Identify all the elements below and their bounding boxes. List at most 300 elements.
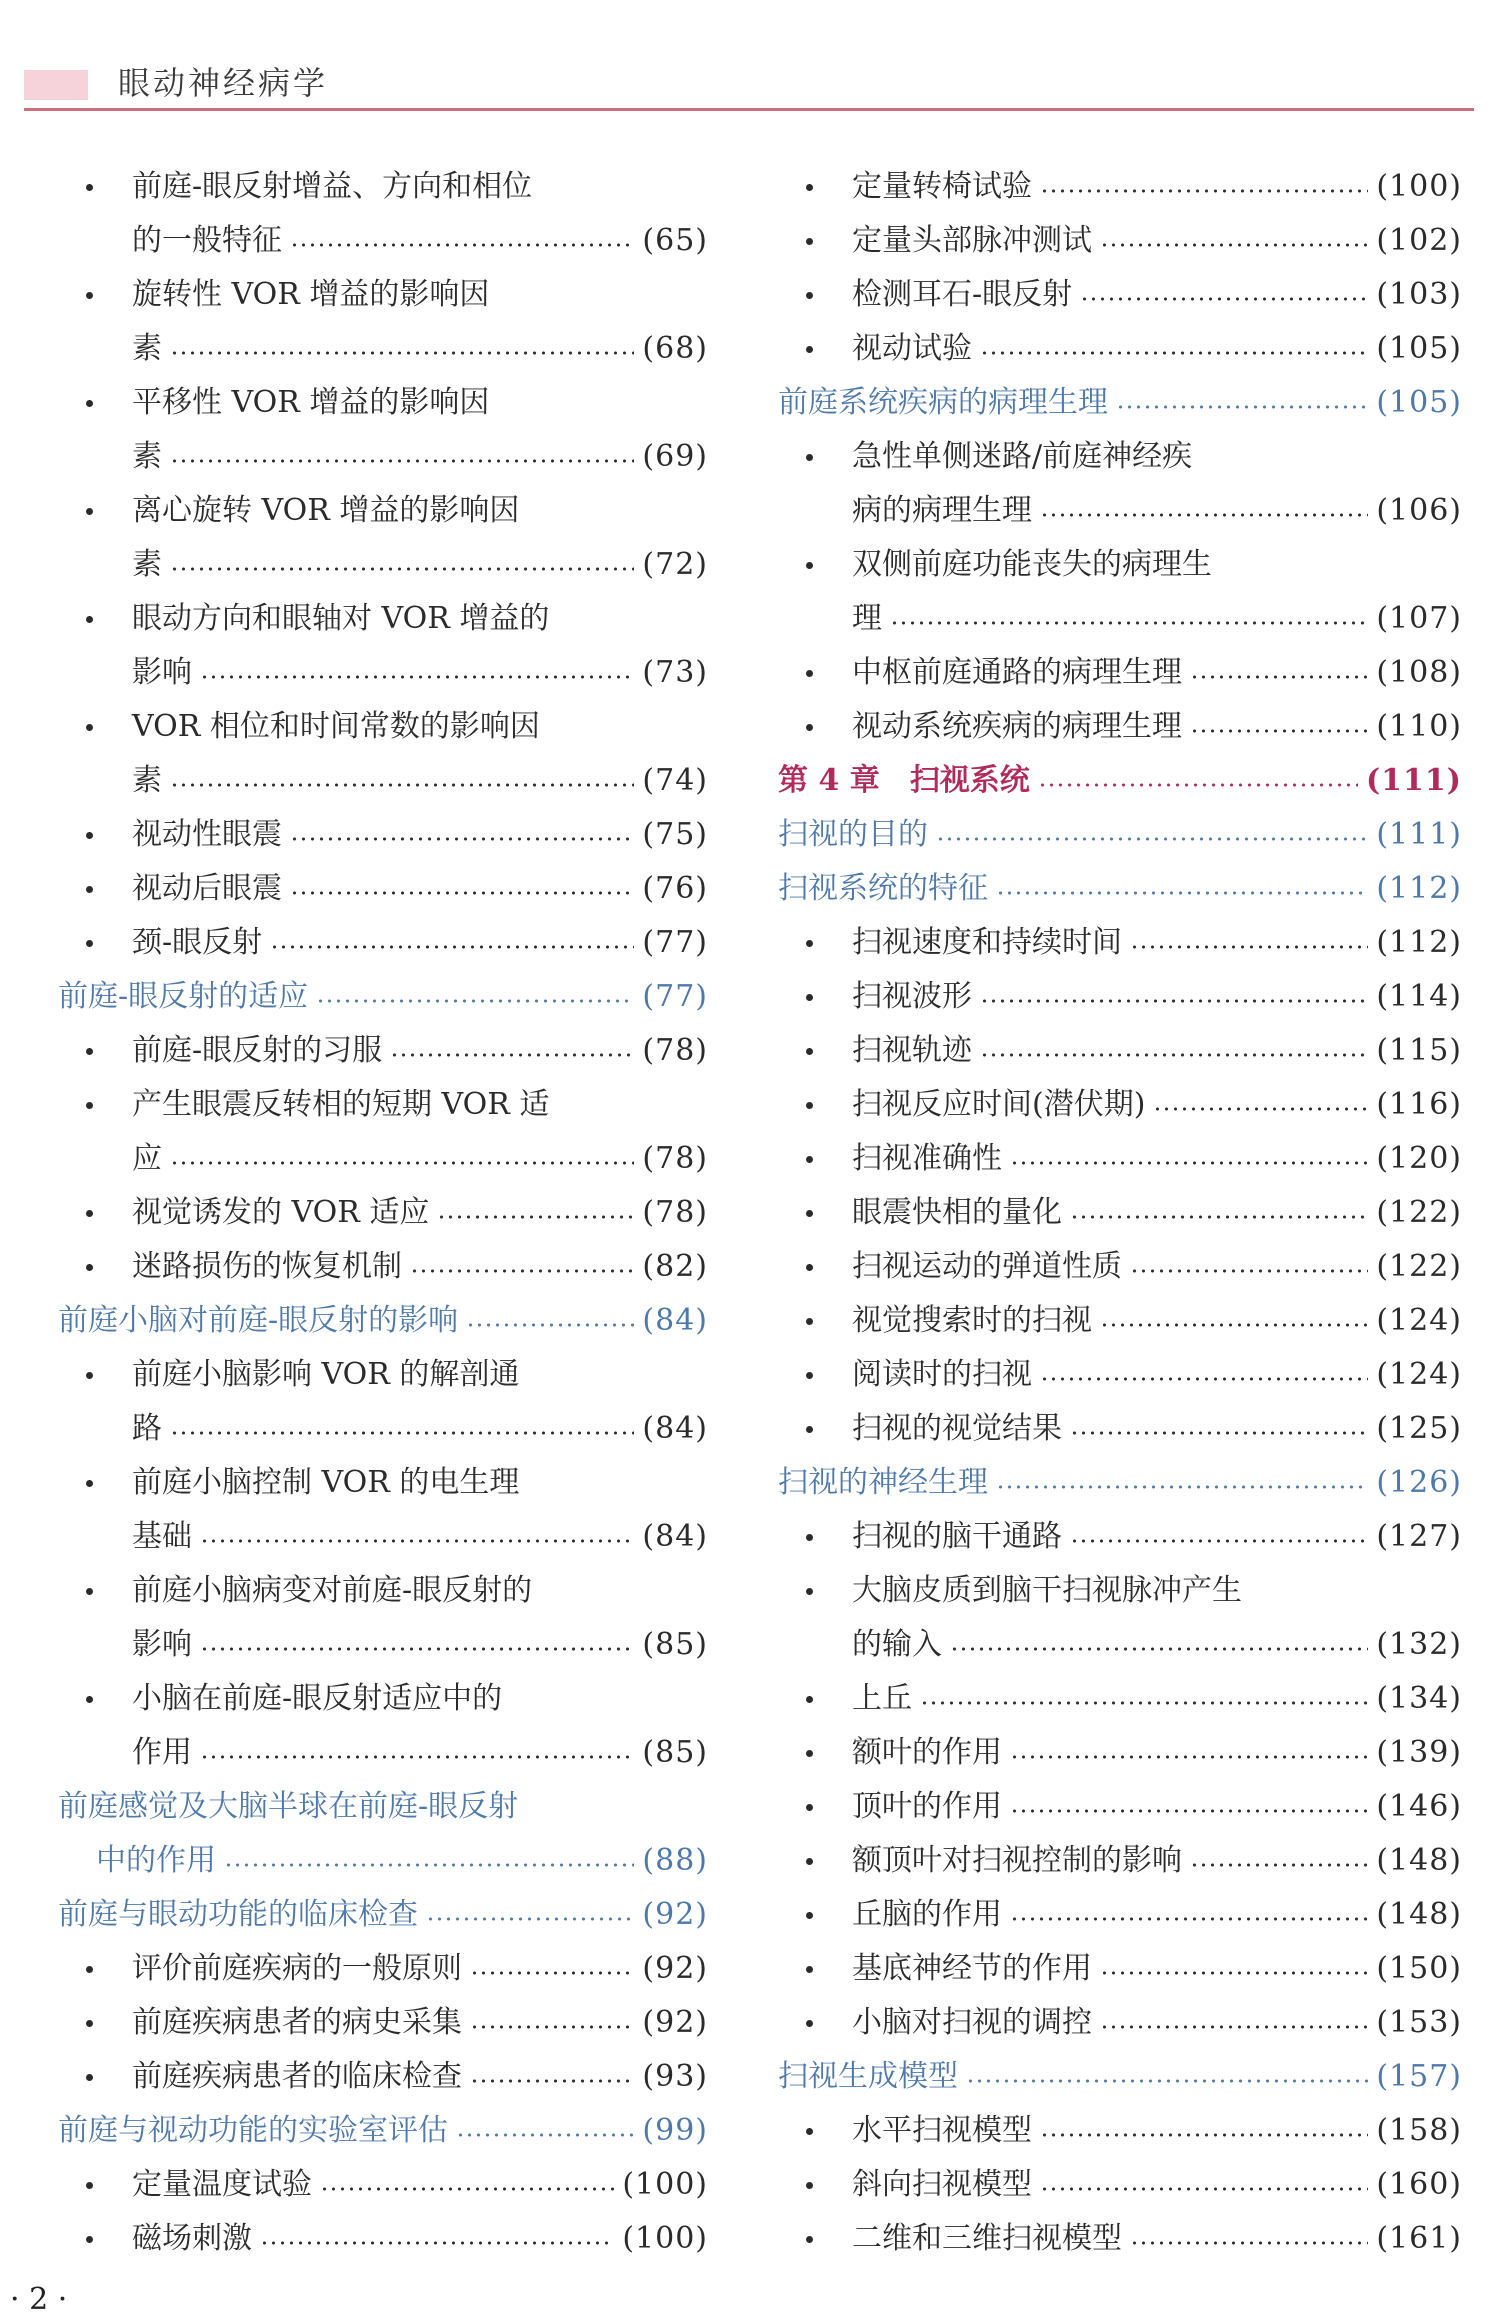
toc-page-number: (76) [642,871,708,906]
bullet-icon [806,1264,813,1271]
leader-dots [1040,189,1368,193]
toc-row [110,1348,708,1402]
leader-dots [170,351,634,355]
bullet-icon [86,1210,93,1217]
toc-entry-title: 中的作用 [96,1843,216,1878]
toc-row [132,1510,708,1564]
toc-entry-title: 扫视的视觉结果 [852,1411,1062,1446]
bullet-icon [86,2236,93,2243]
toc-entry-title: 病的病理生理 [852,493,1032,528]
bullet-icon [86,1048,93,1055]
toc-page-number: (122) [1376,1249,1462,1284]
toc-entry-title: 小脑对扫视的调控 [852,2005,1092,2040]
toc-entry-title: 视觉诱发的 VOR 适应 [132,1195,430,1230]
toc-row [132,1132,708,1186]
toc-row [830,2104,1462,2158]
toc-section-entry [58,1834,708,1888]
toc-entry-title: 扫视速度和持续时间 [852,925,1122,960]
book-title: 眼动神经病学 [118,64,329,102]
bullet-icon [806,2236,813,2243]
toc-page-number: (110) [1376,709,1462,744]
toc-subsection-entry [778,1834,1462,1888]
leader-dots [996,891,1368,895]
toc-row [852,484,1462,538]
toc-entry-title: 扫视生成模型 [778,2059,958,2094]
toc-subsection-entry [58,646,708,700]
toc-entry-title: 扫视准确性 [852,1141,1002,1176]
toc-page-number: (72) [642,547,708,582]
toc-entry-title: 视动性眼震 [132,817,282,852]
toc-section-entry [778,2050,1462,2104]
toc-page-number: (115) [1376,1033,1462,1068]
toc-entry-title: 平移性 VOR 增益的影响因 [132,385,490,420]
toc-entry-title: 二维和三维扫视模型 [852,2221,1122,2256]
leader-dots [1130,2241,1368,2245]
toc-entry-title: 中枢前庭通路的病理生理 [852,655,1182,690]
toc-section-entry [778,862,1462,916]
toc-entry-title: 前庭疾病患者的病史采集 [132,2005,462,2040]
toc-entry-title: 迷路损伤的恢复机制 [132,1249,402,1284]
toc-entry-title: 双侧前庭功能丧失的病理生 [852,547,1212,582]
toc-entry-title: 大脑皮质到脑干扫视脉冲产生 [852,1573,1242,1608]
leader-dots [1100,1971,1368,1975]
toc-subsection-entry [58,268,708,322]
bullet-icon [86,616,93,623]
toc-entry-title: 颈-眼反射 [132,925,263,960]
toc-row [830,1726,1462,1780]
toc-page-number: (116) [1376,1087,1462,1122]
toc-subsection-entry [58,1456,708,1510]
toc-subsection-entry [58,2212,708,2266]
toc-entry-title: 前庭-眼反射的适应 [58,979,309,1014]
toc-row [830,1942,1462,1996]
leader-dots [1040,2133,1368,2137]
toc-page-number: (125) [1376,1411,1462,1446]
toc-entry-title: 扫视的脑干通路 [852,1519,1062,1554]
leader-dots [936,837,1368,841]
toc-row [110,160,708,214]
toc-subsection-entry [778,1348,1462,1402]
toc-page-number: (122) [1376,1195,1462,1230]
leader-dots [456,2133,634,2137]
toc-page-number: (92) [642,2005,708,2040]
toc-subsection-entry [778,1132,1462,1186]
bullet-icon [806,292,813,299]
toc-page-number: (100) [622,2167,708,2202]
toc-subsection-entry [778,1024,1462,1078]
bullet-icon [806,1804,813,1811]
toc-entry-title: 的输入 [852,1627,942,1662]
toc-row [830,916,1462,970]
toc-page-number: (148) [1376,1897,1462,1932]
toc-row [830,160,1462,214]
bullet-icon [806,1588,813,1595]
toc-row [110,592,708,646]
toc-entry-title: 作用 [132,1735,192,1770]
leader-dots [980,351,1368,355]
bullet-icon [806,1372,813,1379]
toc-subsection-entry [58,2050,708,2104]
toc-row [110,484,708,538]
toc-row [830,970,1462,1024]
toc-subsection-entry [58,1618,708,1672]
toc-entry-title: 前庭疾病患者的临床检查 [132,2059,462,2094]
toc-row [58,1780,708,1834]
toc-entry-title: 理 [852,601,882,636]
toc-entry-title: 路 [132,1411,162,1446]
toc-page-number: (100) [1376,169,1462,204]
toc-page-number: (124) [1376,1357,1462,1392]
toc-page-number: (82) [642,1249,708,1284]
header-rule [24,108,1474,111]
toc-entry-title: 影响 [132,655,192,690]
leader-dots [466,1323,634,1327]
toc-page-number: (124) [1376,1303,1462,1338]
toc-page-number: (120) [1376,1141,1462,1176]
toc-row [110,1078,708,1132]
toc-subsection-entry [58,916,708,970]
bullet-icon [806,940,813,947]
leader-dots [950,1647,1368,1651]
toc-row [132,538,708,592]
toc-entry-title: 视动试验 [852,331,972,366]
toc-subsection-entry [778,1294,1462,1348]
toc-row [852,592,1462,646]
toc-row [110,1186,708,1240]
toc-row [830,2212,1462,2266]
bullet-icon [86,1696,93,1703]
toc-row [110,1672,708,1726]
toc-page-number: (74) [642,763,708,798]
toc-row [132,754,708,808]
toc-subsection-entry [778,1942,1462,1996]
toc-subsection-entry [778,1672,1462,1726]
toc-subsection-entry [58,1240,708,1294]
leader-dots [996,1485,1368,1489]
toc-page-number: (78) [642,1141,708,1176]
toc-subsection-entry [58,538,708,592]
leader-dots [966,2079,1368,2083]
toc-row [830,214,1462,268]
toc-entry-title: 定量转椅试验 [852,169,1032,204]
toc-entry-title: 水平扫视模型 [852,2113,1032,2148]
toc-entry-title: VOR 相位和时间常数的影响因 [132,709,540,744]
toc-entry-title: 前庭与眼动功能的临床检查 [58,1897,418,1932]
bullet-icon [806,1696,813,1703]
toc-entry-title: 前庭感觉及大脑半球在前庭-眼反射 [58,1789,519,1824]
toc-subsection-entry [58,1726,708,1780]
bullet-icon [806,1048,813,1055]
toc-page-number: (148) [1376,1843,1462,1878]
toc-entry-title: 素 [132,439,162,474]
bullet-icon [806,670,813,677]
toc-row [58,970,708,1024]
toc-subsection-entry [58,1996,708,2050]
toc-entry-title: 素 [132,763,162,798]
toc-page-number: (75) [642,817,708,852]
leader-dots [1010,1755,1368,1759]
toc-row [830,1024,1462,1078]
bullet-icon [86,508,93,515]
leader-dots [200,1647,634,1651]
leader-dots [1190,729,1368,733]
bullet-icon [806,1210,813,1217]
bullet-icon [86,2020,93,2027]
leader-dots [170,459,634,463]
leader-dots [470,1971,634,1975]
toc-entry-title: 影响 [132,1627,192,1662]
leader-dots [410,1269,634,1273]
toc-entry-title: 基础 [132,1519,192,1554]
toc-left-column [58,160,708,2266]
toc-page-number: (85) [642,1627,708,1662]
leader-dots [260,2241,614,2245]
toc-page-number: (112) [1376,871,1462,906]
leader-dots [1040,2187,1368,2191]
leader-dots [290,891,634,895]
toc-page-number: (114) [1376,979,1462,1014]
toc-row [58,1294,708,1348]
leader-dots [290,243,634,247]
leader-dots [1010,1809,1368,1813]
toc-subsection-entry [778,970,1462,1024]
toc-section-entry [58,1294,708,1348]
toc-page-number: (68) [642,331,708,366]
toc-subsection-entry [58,1402,708,1456]
toc-subsection-entry [778,2212,1462,2266]
toc-row [830,1240,1462,1294]
leader-dots [1100,1323,1368,1327]
leader-dots [1116,405,1368,409]
toc-row [778,862,1462,916]
bullet-icon [86,400,93,407]
toc-row [110,1996,708,2050]
toc-subsection-entry [778,2158,1462,2212]
toc-page-number: (93) [642,2059,708,2094]
leader-dots [290,837,634,841]
toc-page-number: (99) [642,2113,708,2148]
leader-dots [270,945,634,949]
toc-row [778,1456,1462,1510]
toc-page-number: (100) [622,2221,708,2256]
toc-subsection-entry [778,538,1462,592]
toc-subsection-entry [778,1240,1462,1294]
leader-dots [1130,1269,1368,1273]
toc-entry-title: 评价前庭疾病的一般原则 [132,1951,462,1986]
leader-dots [1130,945,1368,949]
toc-row [96,1834,708,1888]
running-header [0,0,1500,112]
leader-dots [1190,1863,1368,1867]
toc-entry-title: 扫视系统的特征 [778,871,988,906]
toc-row [110,916,708,970]
toc-page-number: (78) [642,1195,708,1230]
toc-page-number: (103) [1376,277,1462,312]
toc-entry-title: 视动系统疾病的病理生理 [852,709,1182,744]
toc-entry-title: 扫视运动的弹道性质 [852,1249,1122,1284]
toc-subsection-entry [778,1564,1462,1618]
toc-entry-title: 扫视的目的 [778,817,928,852]
toc-entry-title: 视动后眼震 [132,871,282,906]
toc-row [830,1672,1462,1726]
toc-row [830,1888,1462,1942]
leader-dots [1010,1161,1368,1165]
leader-dots [426,1917,634,1921]
toc-subsection-entry [58,2158,708,2212]
bullet-icon [86,940,93,947]
toc-entry-title: 前庭小脑控制 VOR 的电生理 [132,1465,520,1500]
toc-page-number: (84) [642,1411,708,1446]
bullet-icon [806,2182,813,2189]
toc-row [132,1726,708,1780]
toc-entry-title: 前庭小脑影响 VOR 的解剖通 [132,1357,520,1392]
bullet-icon [86,1102,93,1109]
bullet-icon [86,2074,93,2081]
toc-entry-title: 顶叶的作用 [852,1789,1002,1824]
toc-entry-title: 基底神经节的作用 [852,1951,1092,1986]
leader-dots [1010,1917,1368,1921]
toc-row [830,2158,1462,2212]
toc-row [830,430,1462,484]
toc-page-number: (157) [1376,2059,1462,2094]
toc-row [110,2050,708,2104]
toc-subsection-entry [778,916,1462,970]
toc-subsection-entry [58,1132,708,1186]
toc-page-number: (65) [642,223,708,258]
leader-dots [316,999,634,1003]
toc-page-number: (92) [642,1951,708,1986]
toc-row [132,430,708,484]
toc-row [830,1186,1462,1240]
toc-page-number: (69) [642,439,708,474]
toc-page-number: (150) [1376,1951,1462,1986]
toc-page-number: (132) [1376,1627,1462,1662]
toc-subsection-entry [58,862,708,916]
toc-row [852,1618,1462,1672]
toc-row [110,862,708,916]
toc-subsection-entry [58,700,708,754]
toc-row [778,808,1462,862]
toc-page-number: (84) [642,1519,708,1554]
leader-dots [390,1053,634,1057]
leader-dots [1070,1215,1368,1219]
toc-row [830,700,1462,754]
toc-entry-title: 离心旋转 VOR 增益的影响因 [132,493,520,528]
toc-subsection-entry [58,1510,708,1564]
toc-row [830,538,1462,592]
toc-subsection-entry [58,322,708,376]
leader-dots [170,1161,634,1165]
bullet-icon [806,2020,813,2027]
toc-row [830,1078,1462,1132]
leader-dots [437,1215,634,1219]
toc-subsection-entry [778,1780,1462,1834]
toc-entry-title: 旋转性 VOR 增益的影响因 [132,277,490,312]
toc-row [58,1888,708,1942]
toc-entry-title: 定量头部脉冲测试 [852,223,1092,258]
toc-page-number: (161) [1376,2221,1462,2256]
leader-dots [1070,1539,1368,1543]
toc-page-number: (134) [1376,1681,1462,1716]
toc-page-number: (153) [1376,2005,1462,2040]
toc-subsection-entry [778,2104,1462,2158]
toc-row [110,808,708,862]
toc-page-number: (126) [1376,1465,1462,1500]
toc-row [58,2104,708,2158]
toc-subsection-entry [58,484,708,538]
toc-row [110,268,708,322]
toc-page-number: (108) [1376,655,1462,690]
toc-entry-title: 斜向扫视模型 [852,2167,1032,2202]
bullet-icon [806,1912,813,1919]
toc-row [110,2158,708,2212]
toc-subsection-entry [58,1186,708,1240]
bullet-icon [806,994,813,1001]
toc-page-number: (146) [1376,1789,1462,1824]
toc-subsection-entry [58,1078,708,1132]
toc-entry-title: 磁场刺激 [132,2221,252,2256]
bullet-icon [86,1966,93,1973]
toc-subsection-entry [778,214,1462,268]
toc-subsection-entry [778,268,1462,322]
toc-entry-title: 前庭系统疾病的病理生理 [778,385,1108,420]
bullet-icon [86,886,93,893]
toc-section-entry [778,1456,1462,1510]
toc-entry-title: 产生眼震反转相的短期 VOR 适 [132,1087,550,1122]
bullet-icon [86,1372,93,1379]
toc-row [132,1402,708,1456]
toc-page-number: (84) [642,1303,708,1338]
toc-row [132,646,708,700]
toc-row [830,646,1462,700]
toc-page-number: (102) [1376,223,1462,258]
toc-subsection-entry [58,1348,708,1402]
toc-page-number: (106) [1376,493,1462,528]
toc-entry-title: 眼震快相的量化 [852,1195,1062,1230]
toc-entry-title: 前庭小脑病变对前庭-眼反射的 [132,1573,533,1608]
toc-subsection-entry [778,160,1462,214]
leader-dots [200,1755,634,1759]
toc-page-number: (77) [642,925,708,960]
toc-page-number: (111) [1365,763,1462,798]
leader-dots [1038,783,1358,787]
bullet-icon [86,184,93,191]
toc-row [110,1240,708,1294]
toc-page-number: (78) [642,1033,708,1068]
leader-dots [980,1053,1368,1057]
bullet-icon [806,1318,813,1325]
toc-entry-title: 眼动方向和眼轴对 VOR 增益的 [132,601,550,636]
toc-row [778,2050,1462,2104]
toc-subsection-entry [778,322,1462,376]
toc-row [110,1942,708,1996]
toc-entry-title: 小脑在前庭-眼反射适应中的 [132,1681,503,1716]
toc-subsection-entry [58,214,708,268]
bullet-icon [806,454,813,461]
bullet-icon [806,238,813,245]
toc-entry-title: 额顶叶对扫视控制的影响 [852,1843,1182,1878]
leader-dots [170,567,634,571]
toc-page-number: (85) [642,1735,708,1770]
bullet-icon [806,1102,813,1109]
leader-dots [470,2025,634,2029]
toc-row [830,1132,1462,1186]
toc-entry-title: 额叶的作用 [852,1735,1002,1770]
toc-page-number: (105) [1376,385,1462,420]
toc-page-number: (107) [1376,601,1462,636]
toc-subsection-entry [778,700,1462,754]
leader-dots [1080,297,1368,301]
